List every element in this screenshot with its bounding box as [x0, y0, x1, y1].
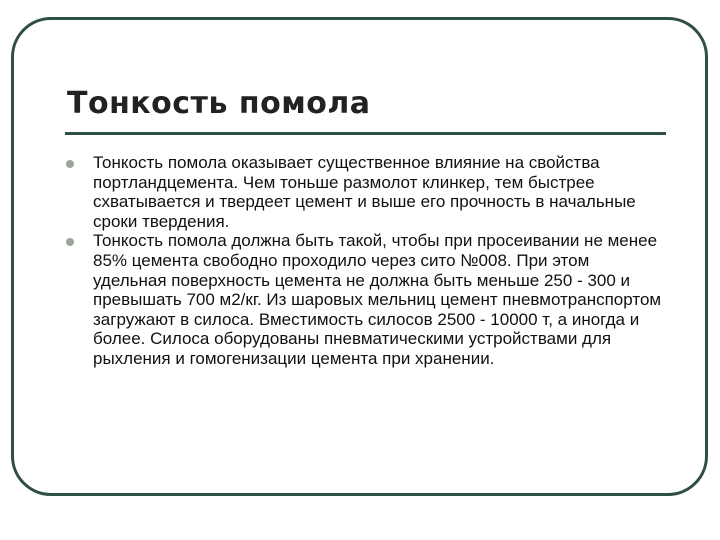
bullet-text-1: Тонкость помола оказывает существенное влияние на свойства портландцемента. Чем тоньше размолот клинкер, тем быстрее схватывается и твердеет цемент и выше его прочность в начальные сроки твердения. [93, 153, 636, 231]
bullet-item-1 [62, 153, 662, 231]
bullet-dot-icon [66, 160, 74, 168]
bullet-dot-icon [66, 238, 74, 246]
slide-title: Тонкость помола [67, 86, 371, 121]
bullet-list [62, 153, 662, 369]
bullet-text-2: Тонкость помола должна быть такой, чтобы при просеивании не менее 85% цемента свободно проходило через сито №008. При этом удельная поверхность цемента не должна быть меньше 250 - 300 и превышать 700 м2/кг. Из шаровых мельниц цемент пневмотранспортом загружают в силоса. Вместимость силосов 2500 - 10000 т, а иногда и более. Силоса оборудованы пневматическими устройствами для рыхления и гомогенизации цемента при хранении. [93, 231, 662, 368]
title-underline [65, 132, 666, 135]
bullet-item-2 [62, 231, 662, 368]
